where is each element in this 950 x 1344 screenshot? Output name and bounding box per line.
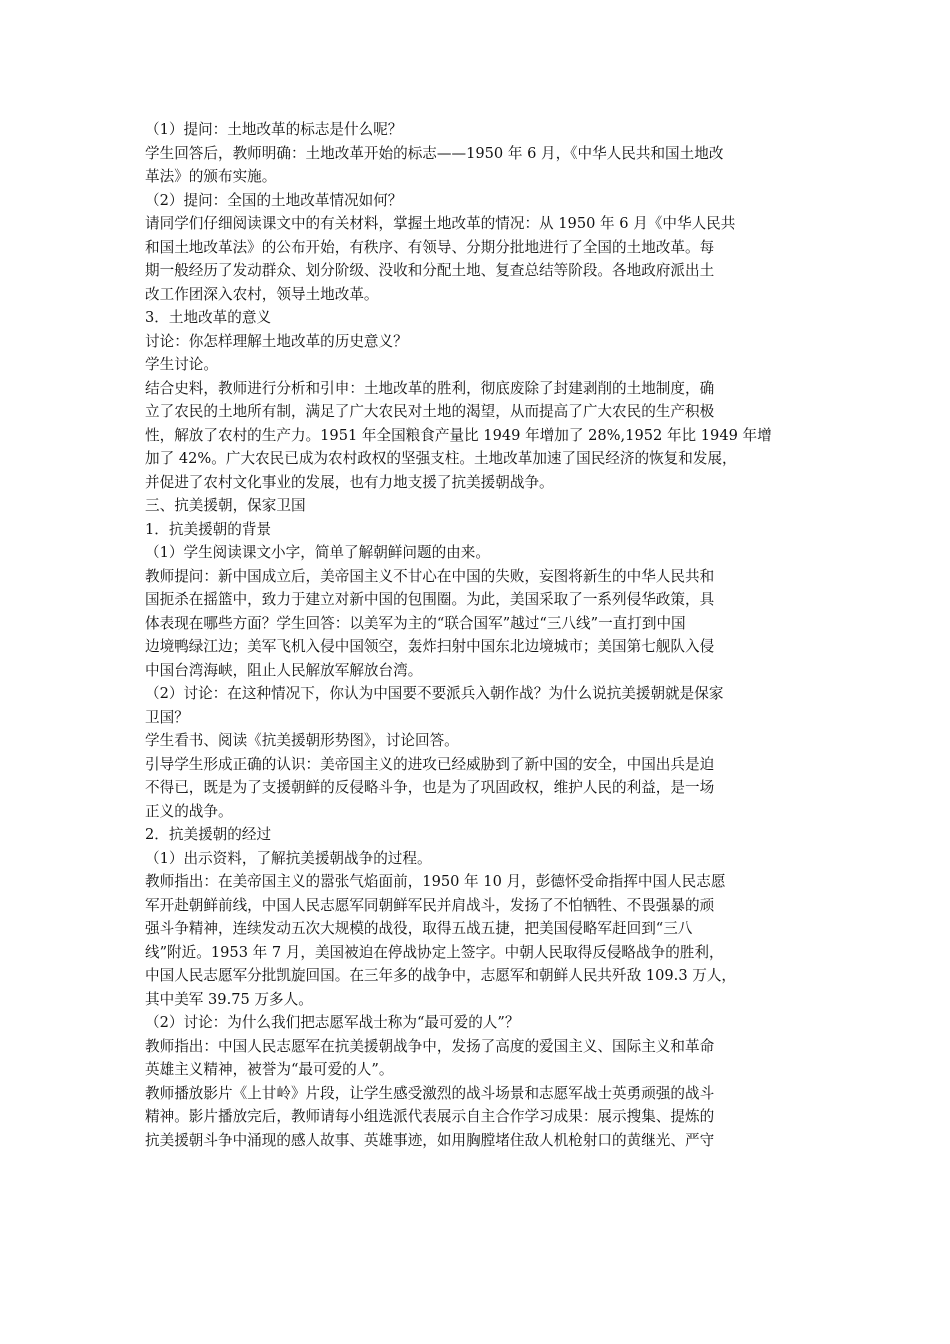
text-line: 引导学生形成正确的认识：美帝国主义的进攻已经威胁到了新中国的安全，中国出兵是迫 <box>145 755 715 773</box>
text-line: 请同学们仔细阅读课文中的有关材料，掌握土地改革的情况：从 1950 年 6 月《中华人民共 <box>145 215 736 232</box>
document-page <box>145 118 815 1152</box>
text-line: 并促进了农村文化事业的发展，也有力地支援了抗美援朝战争。 <box>145 473 554 491</box>
text-line: 强斗争精神，连续发动五次大规模的战役，取得五战五捷，把美国侵略军赶回到“三八 <box>145 920 693 937</box>
text-line: 结合史料，教师进行分析和引申：土地改革的胜利，彻底废除了封建剥削的土地制度，确 <box>145 379 715 397</box>
text-line: 性，解放了农村的生产力。1951 年全国粮食产量比 1949 年增加了 28%,1952 年比 1949 年增 <box>145 426 772 444</box>
text-line: 边境鸭绿江边；美军飞机入侵中国领空，轰炸扫射中国东北边境城市；美国第七舰队入侵 <box>145 638 715 655</box>
text-line: 国扼杀在摇篮中，致力于建立对新中国的包围圈。为此，美国采取了一系列侵华政策，具 <box>145 591 715 608</box>
text-line: 3．土地改革的意义 <box>145 309 272 326</box>
text-line: 学生讨论。 <box>145 356 218 373</box>
text-line: （1）学生阅读课文小字，简单了解朝鲜问题的由来。 <box>145 544 490 561</box>
text-line: 三、抗美援朝，保家卫国 <box>145 497 306 514</box>
text-line: 线”附近。1953 年 7 月，美国被迫在停战协定上签字。中朝人民取得反侵略战争的胜利， <box>145 943 724 961</box>
text-line: 卫国？ <box>145 708 189 726</box>
text-line: 期一般经历了发动群众、划分阶级、没收和分配土地、复查总结等阶段。各地政府派出土 <box>145 262 715 279</box>
text-line: 教师指出：中国人民志愿军在抗美援朝战争中，发扬了高度的爱国主义、国际主义和革命 <box>145 1037 715 1055</box>
text-line: 学生回答后，教师明确：土地改革开始的标志——1950 年 6 月，《中华人民共和国土地改 <box>145 144 724 162</box>
text-line: 讨论：你怎样理解土地改革的历史意义？ <box>145 332 408 350</box>
text-line: 加了 42%。广大农民已成为农村政权的坚强支柱。土地改革加速了国民经济的恢复和发展， <box>145 450 737 467</box>
text-line: （1）提问：土地改革的标志是什么呢？ <box>145 121 403 138</box>
text-line: 立了农民的土地所有制，满足了广大农民对土地的渴望，从而提高了广大农民的生产积极 <box>145 403 715 420</box>
text-line: 中国台湾海峡，阻止人民解放军解放台湾。 <box>145 661 423 679</box>
text-line: 正义的战争。 <box>145 802 233 820</box>
text-line: 精神。影片播放完后，教师请每小组选派代表展示自主合作学习成果：展示搜集、提炼的 <box>145 1108 715 1125</box>
text-line: 和国土地改革法》的公布开始，有秩序、有领导、分期分批地进行了全国的土地改革。每 <box>145 238 715 256</box>
text-line: （2）提问：全国的土地改革情况如何？ <box>145 191 403 209</box>
text-line: 革法》的颁布实施。 <box>145 168 277 185</box>
text-line: 教师指出：在美帝国主义的嚣张气焰面前，1950 年 10 月，彭德怀受命指挥中国人民志愿 <box>145 873 726 890</box>
text-line: 不得已，既是为了支援朝鲜的反侵略斗争，也是为了巩固政权，维护人民的利益，是一场 <box>145 779 715 796</box>
text-line: 中国人民志愿军分批凯旋回国。在三年多的战争中，志愿军和朝鲜人民共歼敌 109.3 万人， <box>145 967 737 984</box>
text-line: 教师提问：新中国成立后，美帝国主义不甘心在中国的失败，妄图将新生的中华人民共和 <box>145 567 715 585</box>
text-line: 抗美援朝斗争中涌现的感人故事、英雄事迹，如用胸膛堵住敌人机枪射口的黄继光、严守 <box>145 1131 715 1149</box>
text-line: 其中美军 39.75 万多人。 <box>145 990 313 1008</box>
text-line: （2）讨论：为什么我们把志愿军战士称为“最可爱的人”？ <box>145 1014 520 1031</box>
text-line: （2）讨论：在这种情况下，你认为中国要不要派兵入朝作战？为什么说抗美援朝就是保家 <box>145 685 724 702</box>
text-line: 教师播放影片《上甘岭》片段，让学生感受激烈的战斗场景和志愿军战士英勇顽强的战斗 <box>145 1084 715 1102</box>
text-line: 2．抗美援朝的经过 <box>145 826 272 843</box>
text-line: 英雄主义精神，被誉为“最可爱的人”。 <box>145 1061 394 1078</box>
text-line: （1）出示资料，了解抗美援朝战争的过程。 <box>145 849 432 867</box>
text-line: 军开赴朝鲜前线，中国人民志愿军同朝鲜军民并肩战斗，发扬了不怕牺牲、不畏强暴的顽 <box>145 896 715 914</box>
text-line: 体表现在哪些方面？学生回答：以美军为主的“联合国军”越过“三八线”一直打到中国 <box>145 614 686 632</box>
text-line: 改工作团深入农村，领导土地改革。 <box>145 285 379 303</box>
text-line: 学生看书、阅读《抗美援朝形势图》，讨论回答。 <box>145 732 459 749</box>
text-line: 1．抗美援朝的背景 <box>145 520 272 538</box>
